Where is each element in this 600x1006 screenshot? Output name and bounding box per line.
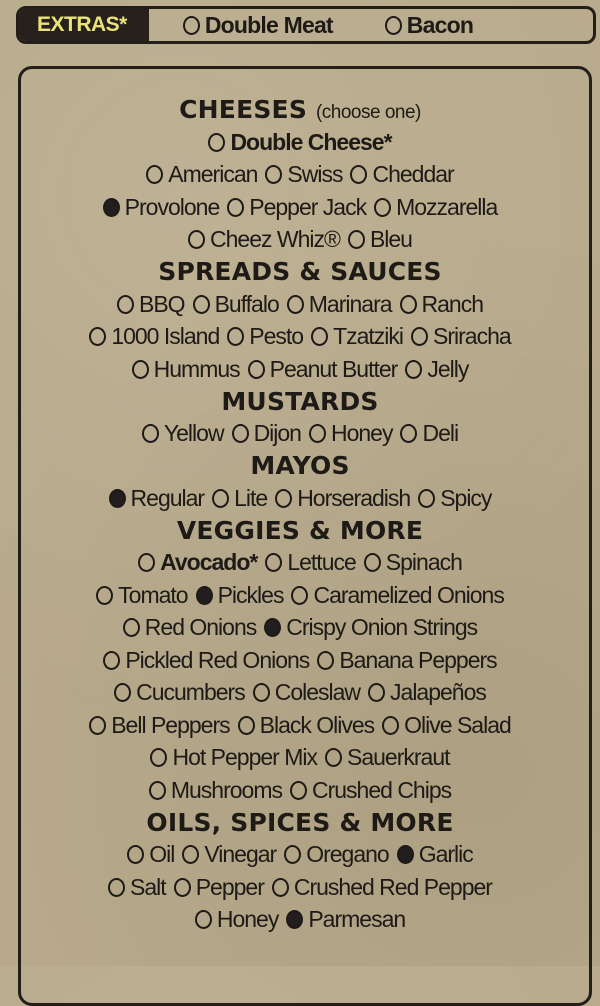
option-label: Oil: [149, 841, 175, 868]
option-honey[interactable]: [195, 906, 278, 933]
option-bbq[interactable]: [117, 291, 185, 318]
radio-circle-icon[interactable]: [108, 878, 125, 897]
option-label: Dijon: [253, 420, 301, 447]
option-label: American: [168, 161, 258, 188]
section-title: SPREADS & SAUCES: [158, 257, 442, 286]
option-label: Pickles: [217, 581, 284, 608]
option-label: Cheddar: [372, 161, 454, 188]
radio-circle-icon[interactable]: [132, 360, 149, 379]
option-label: Sriracha: [433, 323, 511, 350]
option-label: Honey: [216, 906, 279, 933]
radio-circle-icon[interactable]: [400, 295, 417, 314]
radio-circle-icon[interactable]: [89, 327, 106, 346]
radio-circle-icon[interactable]: [150, 748, 167, 767]
option-row: [0, 288, 600, 321]
option-banana-peppers[interactable]: [317, 647, 496, 674]
option-label: Sauerkraut: [347, 744, 450, 771]
option-avocado[interactable]: [138, 549, 257, 576]
option-parmesan[interactable]: [286, 906, 405, 933]
option-label: Deli: [422, 420, 459, 447]
option-label: Jalapeños: [390, 679, 486, 706]
option-honey[interactable]: [309, 420, 392, 447]
filled-circle-icon[interactable]: [264, 618, 281, 637]
radio-circle-icon[interactable]: [248, 360, 265, 379]
radio-circle-icon[interactable]: [208, 133, 225, 152]
option-label: Horseradish: [297, 484, 411, 511]
radio-circle-icon[interactable]: [368, 683, 385, 702]
option-label: Ranch: [421, 290, 484, 317]
radio-circle-icon[interactable]: [89, 716, 106, 735]
option-label: Spinach: [385, 549, 462, 576]
section-title: VEGGIES & MORE: [176, 515, 424, 545]
option-cheddar[interactable]: [350, 161, 453, 188]
option-label: Jelly: [427, 355, 469, 382]
option-row: [0, 709, 600, 742]
filled-circle-icon[interactable]: [286, 910, 303, 929]
option-horseradish[interactable]: [275, 485, 410, 512]
radio-circle-icon[interactable]: [188, 230, 205, 249]
section-heading-mayos: [0, 450, 600, 482]
option-pickles[interactable]: [196, 582, 284, 609]
option-label: Yellow: [163, 420, 224, 447]
option-row: [0, 579, 600, 612]
option-row: [0, 644, 600, 677]
radio-circle-icon[interactable]: [348, 230, 365, 249]
option-label: Crushed Red Pepper: [293, 873, 492, 900]
option-row: [0, 677, 600, 710]
option-garlic[interactable]: [397, 841, 473, 868]
option-label: Red Onions: [144, 614, 257, 641]
radio-circle-icon[interactable]: [291, 586, 308, 605]
option-row: [0, 612, 600, 645]
option-black-olives[interactable]: [238, 712, 375, 739]
option-label: Garlic: [418, 841, 473, 868]
section-heading-veggies-more: [0, 515, 600, 547]
option-label: Pickled Red Onions: [125, 646, 310, 673]
option-oil[interactable]: [127, 841, 174, 868]
option-label: Buffalo: [214, 290, 279, 317]
radio-circle-icon[interactable]: [174, 878, 191, 897]
option-label: Hot Pepper Mix: [172, 744, 317, 771]
option-sriracha[interactable]: [411, 323, 511, 350]
option-tzatziki[interactable]: [311, 323, 403, 350]
radio-circle-icon[interactable]: [253, 683, 270, 702]
option-swiss[interactable]: [265, 161, 342, 188]
radio-circle-icon[interactable]: [290, 781, 307, 800]
option-crushed-chips[interactable]: [290, 777, 451, 804]
option-provolone[interactable]: [103, 194, 220, 221]
radio-circle-icon[interactable]: [382, 716, 399, 735]
option-crispy-onion-strings[interactable]: [264, 614, 477, 641]
option-label: Coleslaw: [274, 679, 361, 706]
option-marinara[interactable]: [287, 291, 392, 318]
radio-circle-icon[interactable]: [265, 165, 282, 184]
option-label: Tomato: [118, 581, 188, 608]
option-label: Crushed Chips: [312, 776, 452, 803]
section-heading-cheeses: [0, 94, 600, 126]
option-peanut-butter[interactable]: [248, 356, 398, 383]
radio-circle-icon[interactable]: [232, 424, 249, 443]
radio-circle-icon[interactable]: [127, 845, 144, 864]
option-pickled-red-onions[interactable]: [103, 647, 309, 674]
option-cheez-whiz[interactable]: [188, 226, 340, 253]
option-label: Crispy Onion Strings: [286, 614, 478, 641]
option-yellow[interactable]: [142, 420, 224, 447]
option-label: Cheez Whiz®: [210, 226, 340, 253]
radio-circle-icon[interactable]: [96, 586, 113, 605]
option-buffalo[interactable]: [193, 291, 279, 318]
option-label: Black Olives: [259, 711, 375, 738]
option-american[interactable]: [146, 161, 257, 188]
radio-circle-icon[interactable]: [265, 553, 282, 572]
option-jalape-os[interactable]: [368, 679, 486, 706]
radio-circle-icon[interactable]: [193, 295, 210, 314]
radio-circle-icon[interactable]: [227, 327, 244, 346]
section-heading-oils-spices-more: [0, 807, 600, 839]
radio-circle-icon[interactable]: [272, 878, 289, 897]
option-tomato[interactable]: [96, 582, 187, 609]
option-cucumbers[interactable]: [114, 679, 245, 706]
filled-circle-icon[interactable]: [103, 198, 120, 217]
section-title: OILS, SPICES & MORE: [146, 807, 454, 837]
option-spicy[interactable]: [418, 485, 491, 512]
radio-circle-icon[interactable]: [311, 327, 328, 346]
option-row: [0, 742, 600, 775]
radio-circle-icon[interactable]: [411, 327, 428, 346]
option-oregano[interactable]: [284, 841, 389, 868]
section-heading-mustards: [0, 386, 600, 418]
option-label: Oregano: [306, 841, 389, 868]
option-crushed-red-pepper[interactable]: [272, 874, 492, 901]
radio-circle-icon[interactable]: [146, 165, 163, 184]
option-label: Salt: [130, 873, 166, 900]
option-label: Lettuce: [287, 549, 356, 576]
option-label: Marinara: [308, 290, 392, 317]
option-label: Bell Peppers: [111, 711, 230, 738]
option-double-cheese[interactable]: [208, 129, 391, 156]
option-pepper-jack[interactable]: [227, 194, 366, 221]
option-label: Double Meat: [204, 11, 333, 38]
radio-circle-icon[interactable]: [103, 651, 120, 670]
option-row: [0, 321, 600, 354]
option-label: Hummus: [153, 355, 240, 382]
option-bacon[interactable]: [385, 12, 473, 39]
option-row: [0, 191, 600, 224]
option-mozzarella[interactable]: [374, 194, 497, 221]
radio-circle-icon[interactable]: [149, 781, 166, 800]
option-label: Pepper: [195, 873, 264, 900]
radio-circle-icon[interactable]: [195, 910, 212, 929]
option-row: [0, 482, 600, 515]
option-lite[interactable]: [212, 485, 267, 512]
option-label: Bacon: [406, 11, 474, 38]
option-double-meat[interactable]: [183, 12, 333, 39]
option-olive-salad[interactable]: [382, 712, 511, 739]
option-row: [0, 547, 600, 580]
radio-circle-icon[interactable]: [117, 295, 134, 314]
option-salt[interactable]: [108, 874, 166, 901]
radio-circle-icon[interactable]: [183, 16, 200, 35]
radio-circle-icon[interactable]: [364, 553, 381, 572]
option-label: Olive Salad: [404, 711, 511, 738]
option-row: [0, 224, 600, 257]
radio-circle-icon[interactable]: [142, 424, 159, 443]
option-lettuce[interactable]: [265, 549, 355, 576]
radio-circle-icon[interactable]: [212, 489, 229, 508]
radio-circle-icon[interactable]: [182, 845, 199, 864]
filled-circle-icon[interactable]: [196, 586, 213, 605]
section-subtitle: (choose one): [315, 102, 421, 123]
filled-circle-icon[interactable]: [397, 845, 414, 864]
section-title: MAYOS: [250, 451, 350, 480]
option-label: Vinegar: [204, 841, 277, 868]
option-bell-peppers[interactable]: [89, 712, 229, 739]
option-label: Honey: [330, 420, 393, 447]
option-1000-island[interactable]: [89, 323, 219, 350]
radio-circle-icon[interactable]: [114, 683, 131, 702]
option-label: Parmesan: [308, 906, 406, 933]
option-pesto[interactable]: [227, 323, 303, 350]
option-row: [0, 126, 600, 159]
option-spinach[interactable]: [364, 549, 462, 576]
option-row: [0, 904, 600, 937]
option-vinegar[interactable]: [182, 841, 276, 868]
option-label: Avocado*: [160, 549, 258, 576]
radio-circle-icon[interactable]: [400, 424, 417, 443]
option-label: Spicy: [440, 484, 492, 511]
section-heading-spreads-sauces: [0, 256, 600, 288]
extras-bar: [16, 6, 596, 44]
option-label: Regular: [130, 484, 205, 511]
filled-circle-icon[interactable]: [109, 489, 126, 508]
option-label: 1000 Island: [111, 323, 220, 350]
option-label: Mushrooms: [170, 776, 282, 803]
option-label: Lite: [234, 484, 268, 511]
radio-circle-icon[interactable]: [325, 748, 342, 767]
option-dijon[interactable]: [232, 420, 301, 447]
option-ranch[interactable]: [400, 291, 483, 318]
option-label: Mozzarella: [396, 193, 498, 220]
radio-circle-icon[interactable]: [405, 360, 422, 379]
option-row: [0, 839, 600, 872]
option-mushrooms[interactable]: [149, 777, 282, 804]
option-label: Caramelized Onions: [313, 581, 504, 608]
radio-circle-icon[interactable]: [238, 716, 255, 735]
radio-circle-icon[interactable]: [138, 553, 155, 572]
option-deli[interactable]: [400, 420, 458, 447]
option-pepper[interactable]: [174, 874, 264, 901]
option-row: [0, 159, 600, 192]
radio-circle-icon[interactable]: [374, 198, 391, 217]
radio-circle-icon[interactable]: [317, 651, 334, 670]
option-coleslaw[interactable]: [253, 679, 360, 706]
option-bleu[interactable]: [348, 226, 412, 253]
option-hummus[interactable]: [132, 356, 240, 383]
option-hot-pepper-mix[interactable]: [150, 744, 317, 771]
option-sauerkraut[interactable]: [325, 744, 450, 771]
option-label: Double Cheese*: [230, 128, 392, 155]
radio-circle-icon[interactable]: [284, 845, 301, 864]
option-row: [0, 871, 600, 904]
option-row: [0, 774, 600, 807]
radio-circle-icon[interactable]: [350, 165, 367, 184]
option-label: BBQ: [138, 290, 185, 317]
section-title: MUSTARDS: [221, 386, 379, 416]
option-row: [0, 418, 600, 451]
option-regular[interactable]: [109, 485, 205, 512]
radio-circle-icon[interactable]: [123, 618, 140, 637]
option-label: Peanut Butter: [269, 355, 398, 382]
option-label: Tzatziki: [333, 323, 404, 350]
option-label: Pesto: [249, 323, 304, 350]
option-row: [0, 353, 600, 386]
radio-circle-icon[interactable]: [287, 295, 304, 314]
extras-label: EXTRAS*: [19, 9, 149, 41]
option-label: Banana Peppers: [339, 646, 497, 673]
radio-circle-icon[interactable]: [275, 489, 292, 508]
radio-circle-icon[interactable]: [418, 489, 435, 508]
option-red-onions[interactable]: [123, 614, 256, 641]
option-label: Pepper Jack: [249, 193, 367, 220]
option-caramelized-onions[interactable]: [291, 582, 503, 609]
option-jelly[interactable]: [405, 356, 468, 383]
radio-circle-icon[interactable]: [309, 424, 326, 443]
option-label: Provolone: [124, 193, 220, 220]
section-title: CHEESES: [179, 95, 308, 124]
option-label: Cucumbers: [136, 679, 245, 706]
options-list: [0, 94, 600, 936]
radio-circle-icon[interactable]: [227, 198, 244, 217]
option-label: Bleu: [369, 226, 412, 253]
option-label: Swiss: [287, 161, 343, 188]
radio-circle-icon[interactable]: [385, 16, 402, 35]
